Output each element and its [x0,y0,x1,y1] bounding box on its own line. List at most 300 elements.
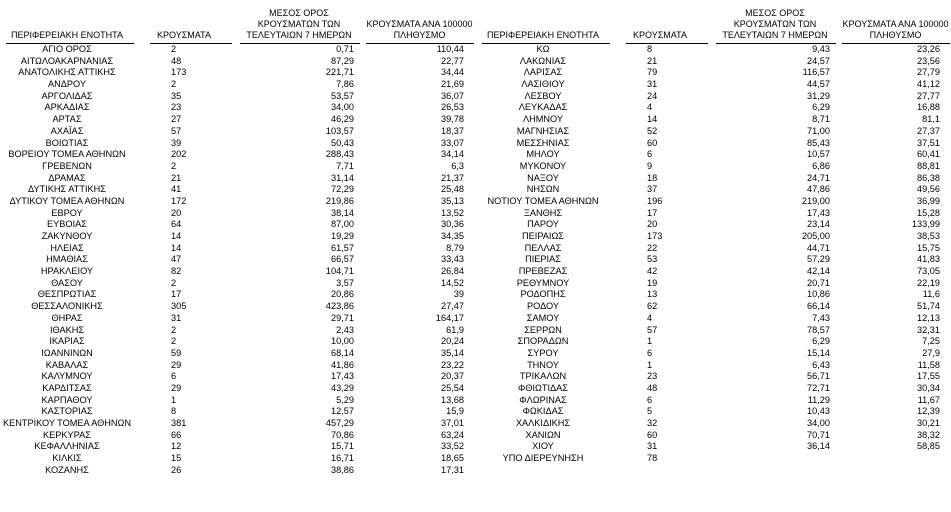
rows-right [476,44,951,465]
mean-7day-value: 46,29 [331,114,354,125]
mean-7day-value: 12,57 [331,406,354,417]
cases-value: 20 [171,207,182,218]
cases-value: 2 [171,336,177,347]
table-row [476,102,951,114]
mean-7day-value: 2,43 [336,324,354,335]
table-row [476,161,951,173]
header-mean-line3: ΤΕΛΕΥΤΑΙΩΝ 7 ΗΜΕΡΩΝ [722,30,828,40]
rate-per-100k-value: 38,32 [917,429,940,440]
rate-per-100k-value: 7,25 [922,336,940,347]
rate-per-100k-value: 61,9 [446,324,464,335]
cases-value: 196 [647,195,663,206]
rate-per-100k-value: 15,28 [917,207,940,218]
table-row [0,289,475,301]
cases-value: 53 [647,254,658,265]
table-row [0,406,475,418]
mean-7day-value: 24,71 [807,172,830,183]
table-row [0,243,475,255]
mean-7day-value: 42,14 [807,266,830,277]
table-row [476,114,951,126]
region-name: ΚΑΒΑΛΑΣ [45,359,89,370]
region-name: ΠΕΛΛΑΣ [524,242,562,253]
region-name: ΚΕΡΚΥΡΑΣ [43,429,91,440]
table-row [476,278,951,290]
rate-per-100k-value: 39 [453,289,464,300]
cases-value: 59 [171,347,182,358]
rate-per-100k-value: 25,54 [441,382,464,393]
mean-7day-value: 72,71 [807,382,830,393]
mean-7day-value: 221,71 [325,67,354,78]
mean-7day-value: 68,14 [331,347,354,358]
region-name: ΑΡΚΑΔΙΑΣ [44,102,90,113]
table-row [476,44,951,56]
table-left [0,0,475,512]
region-name: ΛΕΥΚΑΔΑΣ [518,102,568,113]
rate-per-100k-value: 8,79 [446,242,464,253]
mean-7day-value: 72,29 [331,184,354,195]
rate-per-100k-value: 23,22 [441,359,464,370]
mean-7day-value: 15,71 [331,441,354,452]
cases-value: 172 [171,195,187,206]
region-name: ΣΥΡΟΥ [527,347,559,358]
cases-value: 66 [171,429,182,440]
rate-per-100k-value: 11,67 [917,394,940,405]
rate-per-100k-value: 26,84 [441,266,464,277]
rate-per-100k-value: 60,41 [917,149,940,160]
table-row [0,184,475,196]
region-name: ΕΥΒΟΙΑΣ [47,219,87,230]
rate-per-100k-value: 30,34 [917,382,940,393]
table-row [0,430,475,442]
table-row [476,219,951,231]
header-rate-line2: ΠΛΗΘΥΣΜΟ [869,30,922,40]
rate-per-100k-value: 49,56 [917,184,940,195]
region-name: ΑΧΑΪΑΣ [50,125,84,136]
mean-7day-value: 20,71 [807,277,830,288]
table-row [0,465,475,477]
rate-per-100k-value: 6,3 [451,160,464,171]
region-name: ΔΥΤΙΚΗΣ ΑΤΤΙΚΗΣ [28,184,106,195]
rate-per-100k-value: 27,77 [917,90,940,101]
table-row [0,383,475,395]
rate-per-100k-value: 73,05 [917,266,940,277]
table-row [476,325,951,337]
region-name: ΣΠΟΡΑΔΩΝ [517,336,569,347]
rate-per-100k-value: 34,35 [441,231,464,241]
table-row [476,266,951,278]
cases-value: 381 [171,418,187,428]
rate-per-100k-value: 41,83 [917,254,940,265]
rate-per-100k-value: 16,88 [917,102,940,113]
region-name: ΣΕΡΡΩΝ [524,324,562,335]
rate-per-100k-value: 30,36 [441,219,464,230]
header-rate [840,5,951,41]
mean-7day-value: 423,86 [325,301,354,312]
region-name: ΦΩΚΙΔΑΣ [522,406,564,417]
cases-value: 57 [647,324,658,335]
rate-per-100k-value: 37,01 [441,418,464,428]
region-name: ΑΓΙΟ ΟΡΟΣ [42,44,92,54]
table-row [0,360,475,372]
mean-7day-value: 70,71 [807,429,830,440]
mean-7day-value: 71,00 [807,125,830,136]
table-row [0,91,475,103]
cases-value: 23 [647,371,658,382]
table-row [476,336,951,348]
region-name: ΚΑΣΤΟΡΙΑΣ [41,406,93,417]
region-name: ΑΡΤΑΣ [52,114,82,125]
table-row [476,149,951,161]
rate-per-100k-value: 41,12 [917,79,940,90]
region-name: ΧΑΛΚΙΔΙΚΗΣ [515,418,571,428]
table-row [0,56,475,68]
mean-7day-value: 47,86 [807,184,830,195]
cases-value: 8 [171,406,177,417]
cases-value: 17 [647,207,658,218]
header-mean-line1: ΜΕΣΟΣ ΟΡΟΣ [269,8,329,18]
cases-value: 8 [647,44,653,54]
table-row [476,430,951,442]
mean-7day-value: 87,00 [331,219,354,230]
table-row [0,301,475,313]
region-name: ΚΕΝΤΡΙΚΟΥ ΤΟΜΕΑ ΑΘΗΝΩΝ [2,418,132,428]
cases-value: 5 [647,406,653,417]
mean-7day-value: 66,14 [807,301,830,312]
header-region: ΠΕΡΙΦΕΡΕΙΑΚΗ ΕΝΟΤΗΤΑ [486,30,600,40]
table-row [0,149,475,161]
cases-value: 29 [171,359,182,370]
table-row [0,67,475,79]
mean-7day-value: 8,71 [812,114,830,125]
mean-7day-value: 31,14 [331,172,354,183]
mean-7day-value: 6,29 [812,336,830,347]
rate-per-100k-value: 35,13 [441,195,464,206]
region-name: ΖΑΚΥΝΘΟΥ [41,231,93,241]
rate-per-100k-value: 51,74 [917,301,940,312]
table-row [476,126,951,138]
cases-value: 1 [647,336,653,347]
region-name: ΚΑΡΠΑΘΟΥ [41,394,93,405]
region-name: ΛΑΚΩΝΙΑΣ [519,55,567,66]
cases-value: 29 [171,382,182,393]
rate-per-100k-value: 18,65 [441,453,464,464]
mean-7day-value: 6,29 [812,102,830,113]
region-name: ΔΥΤΙΚΟΥ ΤΟΜΕΑ ΑΘΗΝΩΝ [9,195,125,206]
mean-7day-value: 43,29 [331,382,354,393]
cases-value: 42 [647,266,658,277]
rate-per-100k-value: 164,17 [435,312,464,323]
table-row [0,395,475,407]
table-row [0,441,475,453]
cases-value: 1 [171,394,177,405]
mean-7day-value: 205,00 [801,231,830,241]
header-cases: ΚΡΟΥΣΜΑΤΑ [633,30,687,40]
mean-7day-value: 103,57 [325,125,354,136]
cases-value: 37 [647,184,658,195]
rate-per-100k-value: 133,99 [911,219,940,230]
rate-per-100k-value: 32,31 [917,324,940,335]
cases-value: 2 [171,79,177,90]
region-name: ΘΕΣΣΑΛΟΝΙΚΗΣ [31,301,103,312]
table-row [0,453,475,465]
mean-7day-value: 61,57 [331,242,354,253]
table-row [0,161,475,173]
table-row [0,196,475,208]
rate-per-100k-value: 88,81 [917,160,940,171]
cases-value: 12 [171,441,182,452]
region-name: ΓΡΕΒΕΝΩΝ [42,160,92,171]
header-mean-line3: ΤΕΛΕΥΤΑΙΩΝ 7 ΗΜΕΡΩΝ [246,30,352,40]
mean-7day-value: 15,14 [807,347,830,358]
cases-value: 4 [647,102,653,113]
region-name: ΝΗΣΩΝ [526,184,560,195]
rate-per-100k-value: 12,39 [917,406,940,417]
cases-value: 35 [171,90,182,101]
header-region: ΠΕΡΙΦΕΡΕΙΑΚΗ ΕΝΟΤΗΤΑ [10,30,124,40]
cases-value: 1 [647,359,653,370]
cases-value: 2 [171,324,177,335]
table-row [0,266,475,278]
rate-per-100k-value: 21,69 [441,79,464,90]
cases-value: 22 [647,242,658,253]
cases-value: 23 [171,102,182,113]
table-row [0,173,475,185]
mean-7day-value: 20,86 [331,289,354,300]
mean-7day-value: 10,00 [331,336,354,347]
cases-value: 82 [171,266,182,277]
mean-7day-value: 116,57 [802,67,830,78]
region-name: ΜΗΛΟΥ [526,149,560,160]
region-name: ΘΕΣΠΡΩΤΙΑΣ [37,289,97,300]
cases-value: 78 [647,453,658,464]
cases-value: 31 [647,79,658,90]
cases-value: 48 [171,55,182,66]
rate-per-100k-value: 39,78 [441,114,464,125]
table-row [476,254,951,266]
rate-per-100k-value: 81,1 [922,114,940,125]
mean-7day-value: 57,29 [807,254,830,265]
table-row [0,254,475,266]
rate-per-100k-value: 34,14 [441,149,464,160]
rate-per-100k-value: 27,79 [917,67,940,78]
region-name: ΙΚΑΡΙΑΣ [49,336,85,347]
region-name: ΜΕΣΣΗΝΙΑΣ [516,137,570,148]
mean-7day-value: 10,86 [807,289,830,300]
rate-per-100k-value: 37,51 [917,137,940,148]
cases-value: 60 [647,137,658,148]
table-row [476,313,951,325]
cases-value: 2 [171,277,177,288]
mean-7day-value: 457,29 [325,418,354,428]
cases-value: 2 [171,44,177,54]
mean-7day-value: 11,29 [807,394,830,405]
region-name: ΗΛΕΙΑΣ [50,242,84,253]
cases-value: 52 [647,125,658,136]
mean-7day-value: 38,14 [331,207,354,218]
table-row [0,231,475,243]
table-row [0,44,475,56]
region-name: ΘΗΡΑΣ [51,312,83,323]
table-row [476,418,951,430]
table-row [476,67,951,79]
region-name: ΜΑΓΝΗΣΙΑΣ [516,125,570,136]
mean-7day-value: 70,86 [331,429,354,440]
mean-7day-value: 24,57 [807,55,830,66]
header-mean [710,5,840,41]
region-name: ΘΑΣΟΥ [51,277,83,288]
table-row [476,348,951,360]
rate-per-100k-value: 25,48 [441,184,464,195]
region-name: ΑΡΓΟΛΙΔΑΣ [41,90,93,101]
mean-7day-value: 288,43 [325,149,354,160]
region-name: ΠΡΕΒΕΖΑΣ [518,266,568,277]
header-mean [234,5,364,41]
table-row [476,184,951,196]
cases-value: 21 [171,172,182,183]
rate-per-100k-value: 13,52 [441,207,464,218]
header-mean-line2: ΚΡΟΥΣΜΑΤΩΝ ΤΩΝ [733,19,817,29]
cases-value: 64 [171,219,182,230]
header-rate-line1: ΚΡΟΥΣΜΑΤΑ ΑΝΑ 100000 [842,19,949,29]
rate-per-100k-value: 27,47 [441,301,464,312]
header-rate [364,5,475,41]
mean-7day-value: 219,00 [801,195,830,206]
region-name: ΧΙΟΥ [532,441,554,452]
mean-7day-value: 10,57 [807,149,830,160]
table-row [476,395,951,407]
header-mean-line1: ΜΕΣΟΣ ΟΡΟΣ [745,8,805,18]
region-name: ΚΙΛΚΙΣ [52,453,82,464]
mean-7day-value: 85,43 [807,137,830,148]
table-row [476,79,951,91]
rate-per-100k-value: 26,53 [441,102,464,113]
table-row [0,114,475,126]
table-row [0,313,475,325]
cases-value: 19 [647,277,658,288]
table-row [476,289,951,301]
table-row [476,208,951,220]
cases-value: 48 [647,382,658,393]
region-name: ΡΟΔΟΠΗΣ [520,289,566,300]
cases-value: 39 [171,137,182,148]
cases-value: 6 [171,371,177,382]
rate-per-100k-value: 15,9 [446,406,464,417]
rate-per-100k-value: 20,37 [441,371,464,382]
cases-value: 4 [647,312,653,323]
cases-value: 31 [171,312,182,323]
table-right [476,0,951,512]
region-name: ΤΡΙΚΑΛΩΝ [519,371,567,382]
cases-value: 173 [171,67,187,78]
mean-7day-value: 44,71 [807,242,830,253]
header-rate-line1: ΚΡΟΥΣΜΑΤΑ ΑΝΑ 100000 [366,19,473,29]
table-row [476,406,951,418]
rate-per-100k-value: 11,58 [917,359,940,370]
rate-per-100k-value: 17,31 [441,464,464,475]
mean-7day-value: 38,86 [331,464,354,475]
table-row [0,336,475,348]
region-name: ΝΑΞΟΥ [527,172,559,183]
cases-value: 62 [647,301,658,312]
cases-value: 20 [647,219,658,230]
region-name: ΚΑΡΔΙΤΣΑΣ [42,382,92,393]
table-row [0,126,475,138]
region-name: ΛΑΣΙΘΙΟΥ [521,79,565,90]
rate-per-100k-value: 27,9 [922,347,940,358]
rate-per-100k-value: 38,53 [917,231,940,241]
mean-7day-value: 19,29 [331,231,354,241]
cases-value: 15 [171,453,182,464]
table-row [0,79,475,91]
table-row [476,453,951,465]
rate-per-100k-value: 35,14 [441,347,464,358]
cases-value: 6 [647,347,653,358]
rate-per-100k-value: 58,85 [917,441,940,452]
table-row [0,325,475,337]
cases-value: 13 [647,289,658,300]
rate-per-100k-value: 12,13 [917,312,940,323]
rate-per-100k-value: 34,44 [441,67,464,78]
region-name: ΙΩΑΝΝΙΝΩΝ [41,347,93,358]
cases-value: 6 [647,149,653,160]
mean-7day-value: 87,29 [331,55,354,66]
region-name: ΙΘΑΚΗΣ [49,324,85,335]
mean-7day-value: 41,86 [331,359,354,370]
rate-per-100k-value: 15,75 [917,242,940,253]
region-name: ΛΑΡΙΣΑΣ [523,67,563,78]
rate-per-100k-value: 23,26 [917,44,940,54]
table-row [0,371,475,383]
cases-value: 32 [647,418,658,428]
rate-per-100k-value: 13,68 [441,394,464,405]
table-row [0,278,475,290]
rate-per-100k-value: 33,43 [441,254,464,265]
region-name: ΣΑΜΟΥ [526,312,560,323]
rate-per-100k-value: 36,07 [441,90,464,101]
mean-7day-value: 5,29 [336,394,354,405]
region-name: ΑΝΑΤΟΛΙΚΗΣ ΑΤΤΙΚΗΣ [18,67,116,78]
table-row [0,219,475,231]
table-row [0,348,475,360]
table-row [476,138,951,150]
table-row [476,56,951,68]
table-row [0,208,475,220]
cases-value: 21 [647,55,658,66]
cases-value: 26 [171,464,182,475]
mean-7day-value: 31,29 [807,90,830,101]
rate-per-100k-value: 86,38 [917,172,940,183]
cases-value: 173 [647,231,663,241]
rate-per-100k-value: 23,56 [917,55,940,66]
rate-per-100k-value: 33,07 [441,137,464,148]
region-name: ΠΙΕΡΙΑΣ [525,254,561,265]
region-name: ΞΑΝΘΗΣ [523,207,563,218]
region-name: ΧΑΝΙΩΝ [525,429,561,440]
cases-value: 41 [171,184,182,195]
cases-value: 18 [647,172,658,183]
mean-7day-value: 36,14 [807,441,830,452]
mean-7day-value: 66,57 [331,254,354,265]
region-name: ΡΟΔΟΥ [526,301,559,312]
mean-7day-value: 16,71 [331,453,354,464]
region-name: ΔΡΑΜΑΣ [48,172,86,183]
rate-per-100k-value: 22,77 [441,55,464,66]
region-name: ΒΟΙΩΤΙΑΣ [45,137,89,148]
mean-7day-value: 0,71 [336,44,354,54]
region-name: ΚΟΖΑΝΗΣ [45,464,89,475]
mean-7day-value: 3,57 [336,277,354,288]
mean-7day-value: 29,71 [331,312,354,323]
